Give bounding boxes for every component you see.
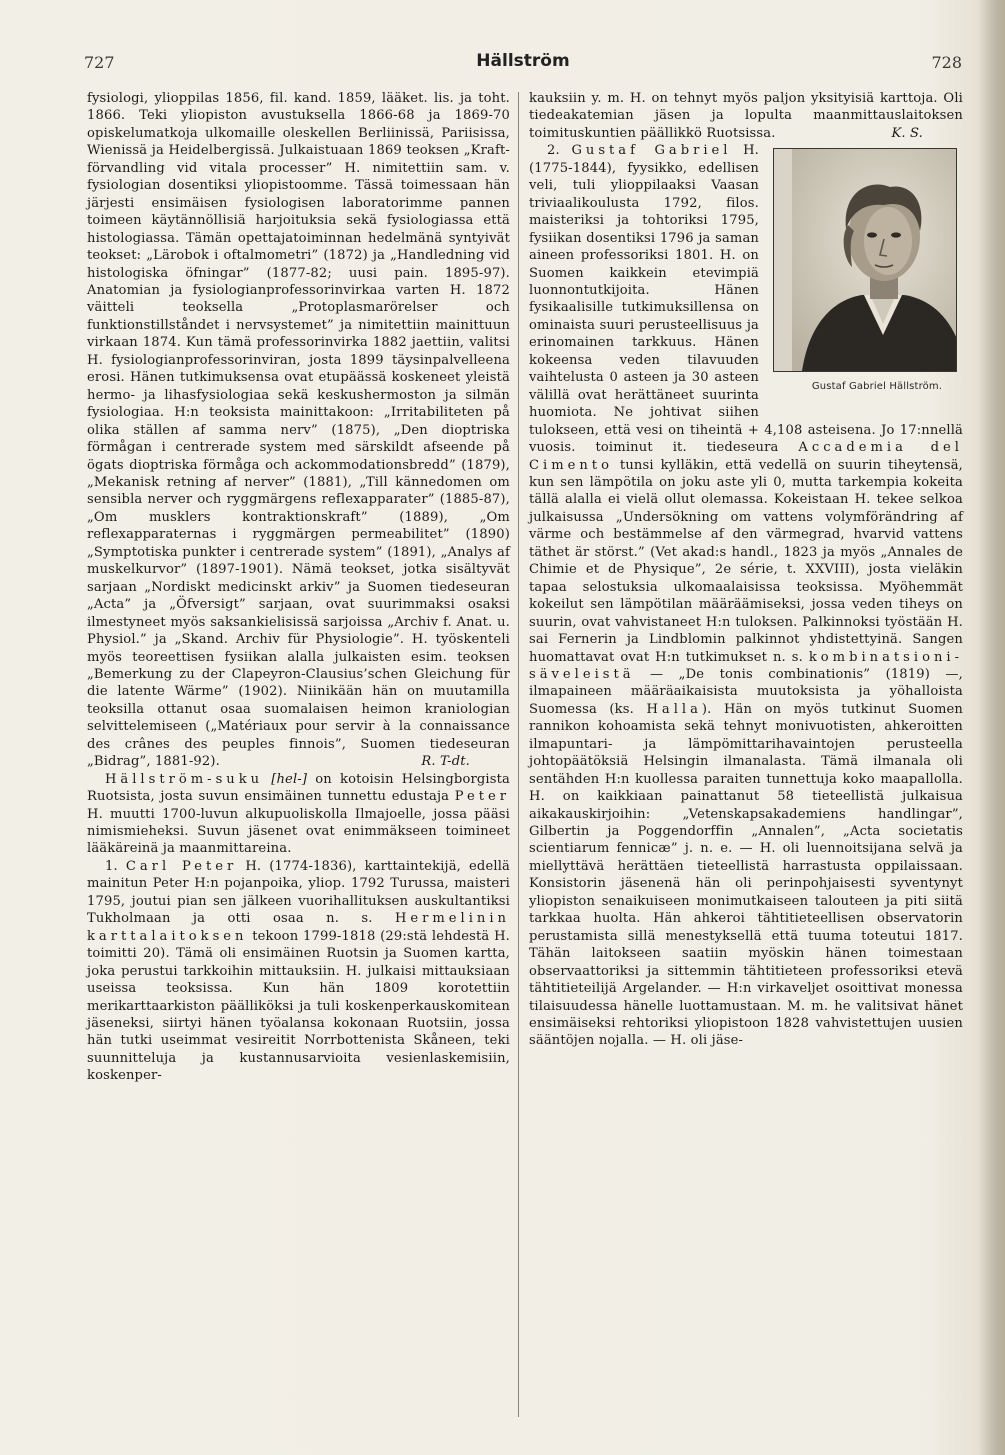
spaced-name: Peter — [454, 789, 510, 805]
pronunciation: [hel-] — [271, 771, 308, 787]
page-header — [84, 53, 962, 79]
portrait-caption: Gustaf Gabriel Hällström. — [811, 381, 943, 393]
portrait-engraving-icon — [792, 149, 957, 371]
spaced-name: Gustaf Gabriel — [571, 143, 732, 159]
portrait-image — [773, 148, 957, 372]
paragraph-carl-peter: 1. Carl Peter H. (1774-1836), karttaintekijä, edellä mainitun Peter H:n pojanpoika, yliop. 1792 Turussa, maisteri 1795, joutui pian sen jälkeen vuorihallituksen auskultantiksi Tukholmaan ja otti osaa n. s. Hermelinin karttalaitoksen tekoon 1799-1818 (29:stä lehdestä H. toimitti 20). Tämä oli ensimäinen Ruotsin ja Suomen kartta, joka perustui tarkkoihin mittauksiin. H. julkaisi mittauksiaan useissa teoksissa. Kun hän 1809 korotettiin merikarttaarkiston päälliköksi ja tuli koskenperkauskomitean jäseneksi, siirtyi hänen työalansa kokonaan Ruotsiin, jossa hän tutki useimmat vesireitit Norrbottenista Skåneen, teki suunnitteluja ja kustannusarvioita vesienlaskemisiin, koskenper- — [87, 858, 510, 1084]
spaced-name: Carl Peter — [125, 858, 238, 874]
paragraph-fysiologi: fysiologi, ylioppilas 1856, fil. kand. 1859, lääket. lis. ja toht. 1866. Teki yliopiston avustuksella 1866-68 ja 1869-70 opiskelumatkoja ulkomaille oleskellen Berliinissä, Pariisissa, Wienissä ja Heidelbergissä. Julkaistuaan 1869 teoksen „Kraft-förvandling vid vitala processer” H. nimitettiin sam. v. fysiologian dosentiksi yliopistoomme. Tässä toimessaan hän järjesti ensimäisen fysiologisen laboratorimme pannen toimeen käytännöllisiä harjoituksia sekä fysiologiassa että histologiassa. Tämän opettajatoiminnan hedelmänä syntyivät teokset: „Lärobok i oftalmometri” (1872) ja „Handledning vid histologiska öfningar” (1877-82; uusi pain. 1895-97). Anatomian ja fysiologianprofessorinvirkaa varten H. 1872 väitteli teoksella „Protoplasmarörelser och funktionstillståndet i nervsystemet” ja nimitettiin mainittuun virkaan 1874. Kun tämä professorinvirka 1882 jaettiin, valitsi H. fysiologianprofessorinviran, josta 1899 täysinpalvelleena erosi. Hänen tutkimuksensa ovat etupäässä koskeneet yleistä hermo- ja lihasfysiologiaa sekä keskushermoston ja silmän fysiologiaa. H:n teoksista mainittakoon: „Irritabiliteten på olika ställen af samma nerv” (1875), „Den dioptriska förmågan i centrerade system med särskildt afseende på ögats dioptriska förmåga och ackommodationsbredd” (1879), „Mekanisk retning af nerver” (1881), „Till kännedomen om sensibla nerver och ryggmärgens reflexapparater” (1885-87), „Om musklers kontraktionskraft” (1889), „Om reflexapparaternas i ryggmärgen permeabilitet” (1890) „Symptotiska punkter i centrerade system” (1891), „Analys af muskelkurvor” (1897-1901). Nämä teokset, jotka sisältyvät sarjaan „Nordiskt medicinskt arkiv” ja Suomen tiedeseuran „Acta” ja „Öfversigt” sarjaan, ovat suurimmaksi osaksi ilmestyneet myös saksankielisissä sarjoissa „Archiv f. Anat. u. Physiol.” ja „Skand. Archiv für Physiologie”. H. työskenteli myös teoreettisen fysiikan alalla julkaisten esim. teoksen „Bemerkung zu der Clapeyron-Clausius’schen Gleichung für die latente Wärme” (1902). Niinikään hän on muutamilla teoksilla ottanut osaa suomalaisen heimon kraniologian selvittelemiseen („Matériaux pour servir à la connaissance des crânes des peuples finnois”, Suomen tiedeseuran „Bidrag”, 1881-92). R. T-dt. — [87, 91, 510, 770]
paragraph-gustaf-gabriel: Gustaf Gabriel Hällström. 2. Gustaf Gabriel H. (1775-1844), fyysikko, edellisen veli, tuli ylioppilaaksi Vaasan triviaalikoulusta 1792, filos. maisteriksi ja tohtoriksi 1795, fysiikan dosentiksi 1796 ja saman aineen professoriksi 1801. H. on Suomen kaikkein etevimpiä luonnontutkijoita. Hänen fysikaalisille tutkimuksillensa on ominaista suuri perusteellisuus ja erinomainen tarkkuus. Hänen kokeensa veden tilavuuden vaihtelusta 0 asteen ja 30 asteen välillä ovat herättäneet suurinta huomiota. Ne johtivat siihen tulokseen, että vesi on tiheintä + 4,108 asteisena. Jo 17:nnellä vuosis. toiminut it. tiedeseura Accademia del Cimento tunsi kylläkin, että vedellä on suurin tiheytensä, kun sen lämpötila on joku aste yli 0, mutta tarkempia kokeita tällä alalla ei vielä ollut olemassa. Kokeistaan H. tekee selkoa julkaisussa „Undersökning om vattens volymförändring af värme och bestämmelse af den värmegrad, hvarvid vattens täthet är störst.” (Vet akad:s handl., 1823 ja myös „Annales de Chimie et de Physique”, 2e série, t. XXVIII), josta vieläkin tapaa selostuksia ulkomaalaisissa teoksissa. Myöhemmät kokeilut sen lämpötilan määräämiseksi, jossa veden tiheys on suurin, ovat vahvistaneet H:n tuloksen. Palkinnoksi työstään H. sai Fernerin ja Lindblomin palkinnot yhdistettyinä. Sangen huomattavat ovat H:n tutkimukset n. s. kombinatsioni-säveleistä — „De tonis combinationis” (1819) —, ilmapaineen määräaikaisista muutoksista ja yöhalloista Suomessa (ks. Halla). Hän on myös tutkinut Suomen rannikon kohoamista sekä tehnyt monivuotisten, ahkeroitten ilmapuntari- ja lämpömittarihavaintojen perusteella johtopäätöksiä Helsingin ilmanalasta. Tämä ilmanala oli sentähden H:n kuollessa paraiten tunnettuja koko maapallolla. H. on kaikkiaan painattanut 58 tieteellistä julkaisua aikakauskirjoihin: „Vetenskapsakademiens handlingar”, Gilbertin ja Poggendorffin „Annalen”, „Acta societatis scientiarum fennicæ” j. n. e. — H. oli luennoitsijana selvä ja miellyttävä herättäen tieteellistä harrastusta oppilaissaan. Konsistorin jäsenenä hän oli perinpohjaisesti syventynyt yliopiston senaikuiseen monimutkaiseen talouteen ja piti siitä tarkkaa huolta. Hän ahkeroi tähtitieteellisen observatorin perustamista sillä menestyksellä että tuuma toteutui 1817. Tähän laitokseen saatiin myöskin hänen toimestaan observaattoriksi ja sittemmin tähtitieteen professoriksi etevä tähtitieteilijä Argelander. — H:n virkaveljet osoittivat monessa tilaisuudessa hänelle luottamustaan. M. m. he valitsivat hänet ensimäiseksi rehtoriksi yliopistoon 1828 vahvistettujen uusien sääntöjen nojalla. — H. oli jäse- — [529, 142, 963, 1050]
paragraph-continuation: kauksiin y. m. H. on tehnyt myös paljon yksityisiä karttoja. Oli tiedeakatemian jäsen ja lopulta maanmittauslaitoksen toimituskuntien päällikkö Ruotsissa. K. S. — [529, 91, 963, 141]
paragraph-suku: Hällström-suku [hel-] on kotoisin Helsingborgista Ruotsista, josta suvun ensimäinen tunnettu edustaja Peter H. muutti 1700-luvun alkupuoliskolla Ilmajoelle, jossa pääsi nimismieheksi. Suvun jäsenet ovat enimmäkseen toimineet lääkäreinä ja maanmittareina. — [87, 771, 511, 857]
spaced-term: Halla — [646, 701, 702, 717]
author-signature: K. S. — [891, 125, 923, 141]
author-signature: R. T-dt. — [421, 754, 470, 770]
portrait-figure — [773, 148, 963, 410]
spaced-term: Hermelinin karttalaitoksen — [87, 911, 510, 944]
left-column — [87, 90, 510, 1085]
entry-headword: Hällström-suku — [105, 771, 264, 787]
page-number-left: 727 — [84, 53, 115, 72]
page-edge-shadow — [979, 0, 1005, 1455]
spaced-term: Accademia del Cimento — [529, 440, 963, 473]
column-divider — [518, 92, 519, 1417]
page-number-right: 728 — [931, 53, 962, 72]
right-column — [529, 90, 963, 1050]
running-title: Hällström — [476, 51, 570, 71]
spaced-term: kombinatsioni-säveleistä — [529, 649, 963, 682]
